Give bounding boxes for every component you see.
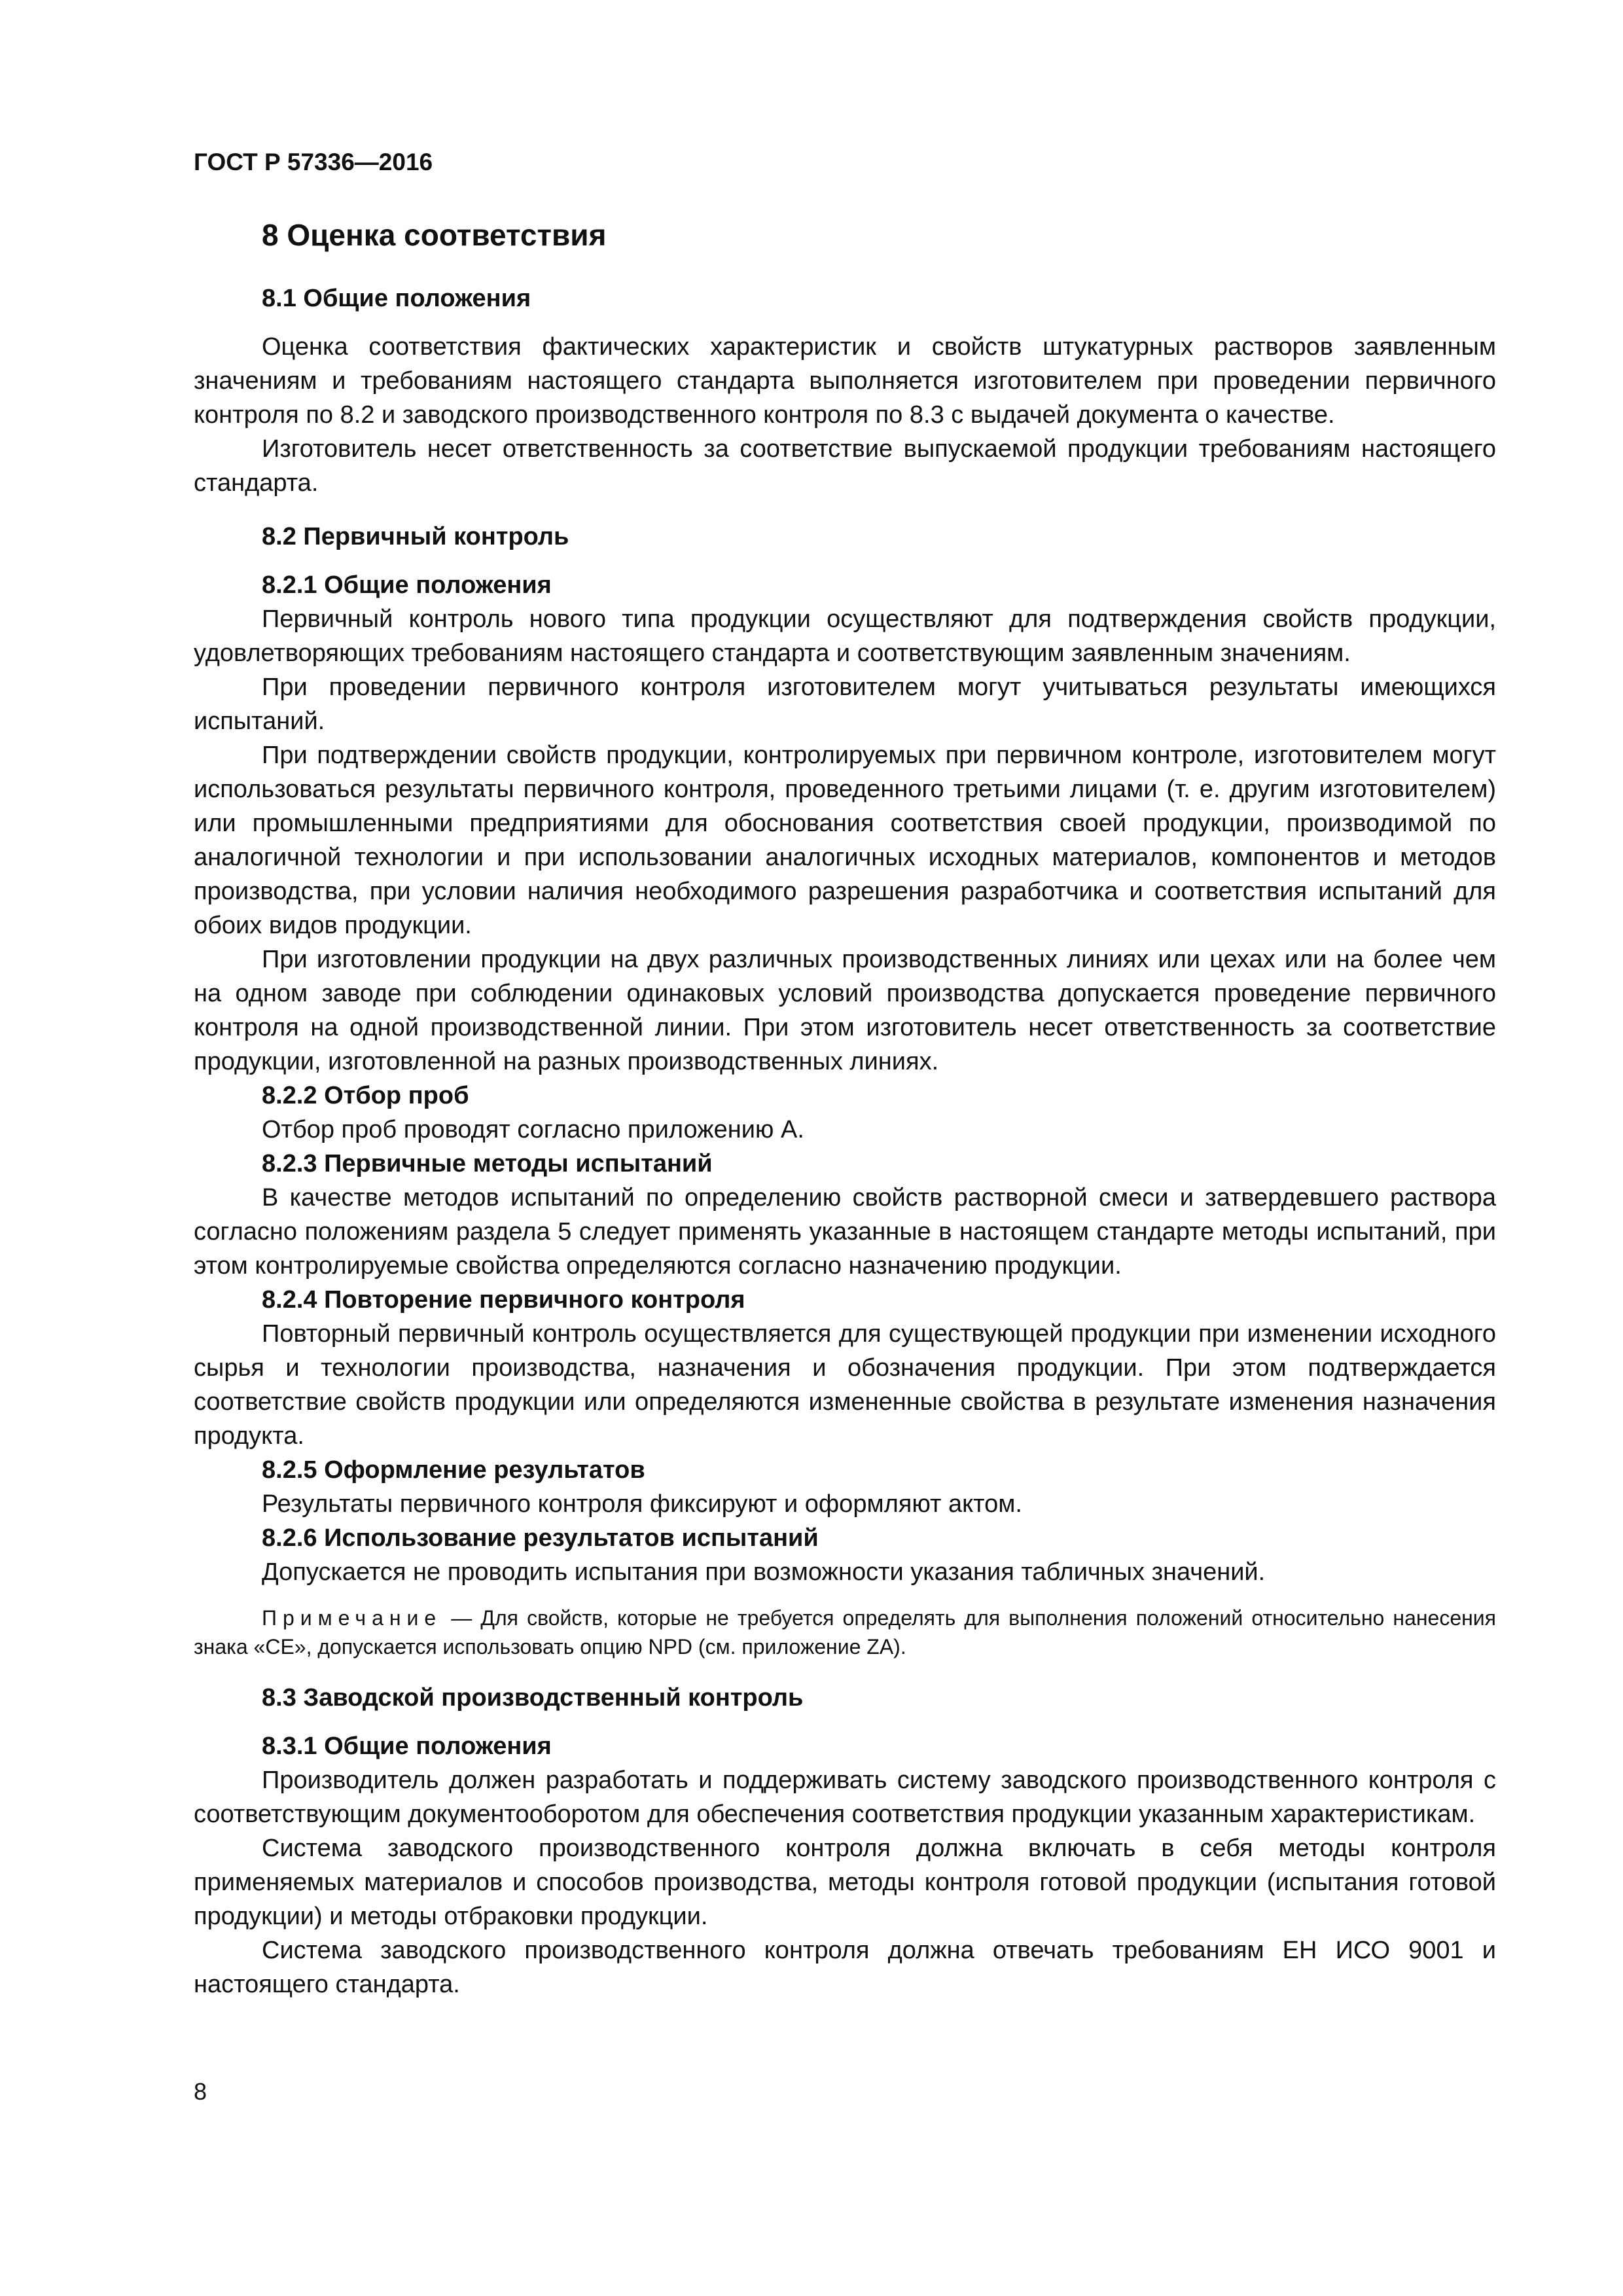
- note: [194, 1604, 1496, 1661]
- paragraph: Повторный первичный контроль осуществляется для существующей продукции при изменении исходного сырья и технологии производства, назначения и обозначения продукции. При этом подтверждается соответствие свойств продукции или определяются измененные свойства в результате изменения назначения продукта.: [194, 1319, 1496, 1450]
- paragraph: Изготовитель несет ответственность за соответствие выпускаемой продукции требованиям настоящего стандарта.: [194, 435, 1496, 497]
- paragraph: Оценка соответствия фактических характеристик и свойств штукатурных растворов заявленным значениям и требованиям настоящего стандарта выполняется изготовителем при проведении первичного контроля по 8.2 и заводского производственного контроля по 8.3 с выдачей документа о качестве.: [194, 332, 1496, 429]
- paragraph: Система заводского производственного контроля должна включать в себя методы контроля применяемых материалов и способов производства, методы контроля готовой продукции (испытания готовой продукции) и методы отбраковки продукции.: [194, 1834, 1496, 1930]
- paragraph: Система заводского производственного контроля должна отвечать требованиям ЕН ИСО 9001 и настоящего стандарта.: [194, 1936, 1496, 1998]
- heading-8-2-4: 8.2.4 Повторение первичного контроля: [262, 1285, 745, 1314]
- note-text: — Для свойств, которые не требуется определять для выполнения положений относительно нанесения знака «СЕ», допускается использовать опцию NPD (см. приложение ZA).: [194, 1605, 1496, 1659]
- heading-8-2-1: 8.2.1 Общие положения: [262, 571, 552, 599]
- page-number: 8: [194, 2078, 207, 2105]
- paragraph: При проведении первичного контроля изготовителем могут учитываться результаты имеющихся испытаний.: [194, 673, 1496, 735]
- document-page: [194, 148, 1496, 2001]
- heading-8-2-6: 8.2.6 Использование результатов испытаний: [262, 1524, 819, 1552]
- heading-8-1: 8.1 Общие положения: [262, 284, 531, 312]
- paragraph: Отбор проб проводят согласно приложению А.: [262, 1115, 804, 1143]
- heading-8-3: 8.3 Заводской производственный контроль: [262, 1683, 804, 1712]
- paragraph: Первичный контроль нового типа продукции осуществляют для подтверждения свойств продукции, удовлетворяющих требованиям настоящего стандарта и соответствующим заявленным значениям.: [194, 605, 1496, 667]
- heading-8-2: 8.2 Первичный контроль: [262, 522, 569, 550]
- paragraph: Допускается не проводить испытания при возможности указания табличных значений.: [262, 1558, 1266, 1586]
- heading-8-2-3: 8.2.3 Первичные методы испытаний: [262, 1149, 713, 1177]
- section-title: 8 Оценка соответствия: [262, 218, 607, 253]
- paragraph: В качестве методов испытаний по определению свойств растворной смеси и затвердевшего раствора согласно положениям раздела 5 следует применять указанные в настоящем стандарте методы испытаний, при этом контролируемые свойства определяются согласно назначению продукции.: [194, 1183, 1496, 1280]
- note-label: Примечание: [262, 1605, 442, 1630]
- paragraph: Производитель должен разработать и поддерживать систему заводского производственного контроля с соответствующим документооборотом для обеспечения соответствия продукции указанным характеристикам.: [194, 1766, 1496, 1828]
- heading-8-2-2: 8.2.2 Отбор проб: [262, 1081, 469, 1109]
- heading-8-2-5: 8.2.5 Оформление результатов: [262, 1456, 645, 1484]
- document-header: ГОСТ Р 57336—2016: [194, 149, 433, 175]
- paragraph: Результаты первичного контроля фиксируют и оформляют актом.: [262, 1490, 1022, 1518]
- heading-8-3-1: 8.3.1 Общие положения: [262, 1732, 552, 1760]
- paragraph: При изготовлении продукции на двух различных производственных линиях или цехах или на более чем на одном заводе при соблюдении одинаковых условий производства допускается проведение первичного контроля на одной производственной линии. При этом изготовитель несет ответственность за соответствие продукции, изготовленной на разных производственных линиях.: [194, 945, 1496, 1075]
- paragraph: При подтверждении свойств продукции, контролируемых при первичном контроле, изготовителем могут использоваться результаты первичного контроля, проведенного третьими лицами (т. е. другим изготовителем) или промышленными предприятиями для обоснования соответствия своей продукции, производимой по аналогичной технологии и при использовании аналогичных исходных материалов, компонентов и методов производства, при условии наличия необходимого разрешения разработчика и соответствия испытаний для обоих видов продукции.: [194, 741, 1496, 939]
